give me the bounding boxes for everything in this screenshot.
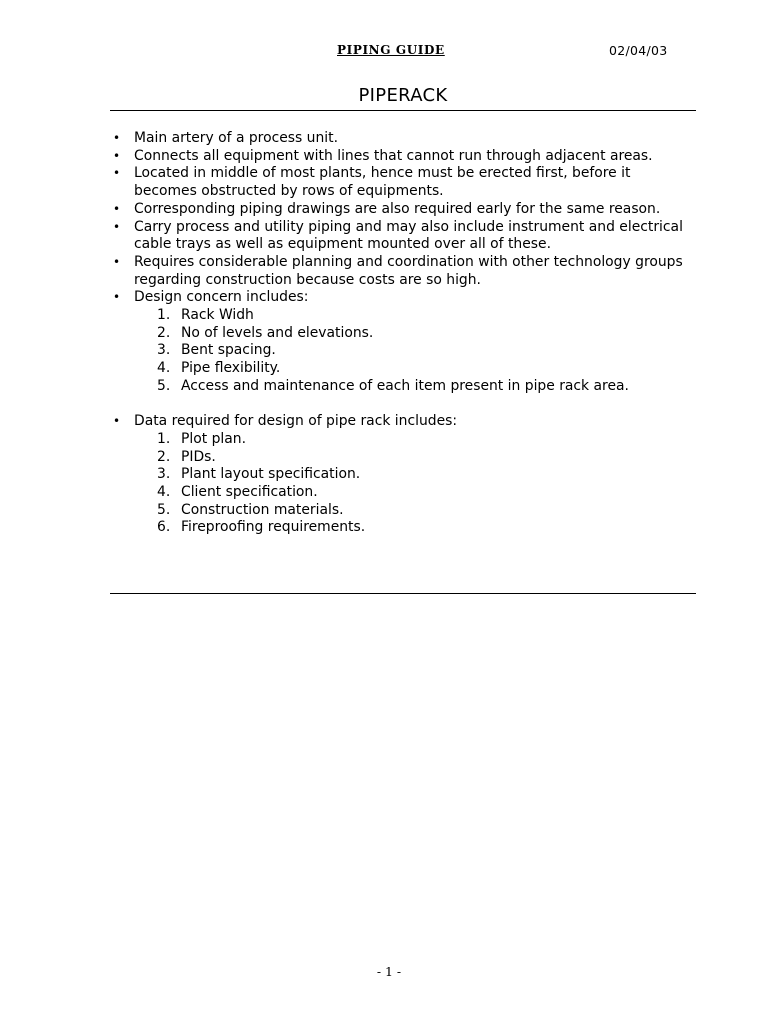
design-concern-label: Design concern includes: <box>134 289 309 306</box>
list-number: 2. <box>157 324 171 341</box>
data-required-label: Data required for design of pipe rack includes: <box>134 413 458 430</box>
list-number: 4. <box>157 360 171 377</box>
list-item-text: Access and maintenance of each item present in pipe rack area. <box>181 377 629 394</box>
content-divider <box>110 593 696 594</box>
document-header-title: PIPING GUIDE <box>337 43 445 57</box>
numbered-list-item <box>157 502 696 520</box>
data-required-list <box>110 431 696 537</box>
list-number: 2. <box>157 448 171 465</box>
bullet-symbol: • <box>113 201 121 216</box>
bullet-item <box>110 148 696 166</box>
list-item-text: PIDs. <box>181 448 216 465</box>
bullet-symbol: • <box>113 166 121 181</box>
list-number: 3. <box>157 466 171 483</box>
title-divider <box>110 110 696 111</box>
bullet-item <box>110 201 696 219</box>
page-number: - 1 - <box>376 964 402 979</box>
numbered-list-item <box>157 360 696 378</box>
bullet-symbol: • <box>113 148 121 163</box>
bullet-symbol: • <box>113 414 121 429</box>
design-concern-list <box>110 307 696 396</box>
bullet-text: Located in middle of most plants, hence must be erected first, before it becomes obstructed by rows of equipments. <box>134 165 631 200</box>
bullet-item-design-concern <box>110 289 696 307</box>
list-item-text: Bent spacing. <box>181 342 276 359</box>
bullet-item <box>110 254 696 289</box>
list-number: 6. <box>157 519 171 536</box>
list-item-text: Plant layout specification. <box>181 466 361 483</box>
list-item-text: Fireproofing requirements. <box>181 519 366 536</box>
bullet-symbol: • <box>113 254 121 269</box>
bullet-list <box>110 130 696 289</box>
page-title: PIPERACK <box>358 85 448 106</box>
numbered-list-item <box>157 449 696 467</box>
list-number: 4. <box>157 484 171 501</box>
list-number: 5. <box>157 377 171 394</box>
list-item-text: Plot plan. <box>181 430 247 447</box>
numbered-list-item <box>157 342 696 360</box>
list-number: 5. <box>157 501 171 518</box>
list-number: 1. <box>157 307 171 324</box>
document-date: 02/04/03 <box>609 43 668 58</box>
numbered-list-item <box>157 484 696 502</box>
bullet-text: Requires considerable planning and coordination with other technology groups regarding construction because costs are so high. <box>134 253 683 288</box>
bullet-item <box>110 165 696 200</box>
bullet-symbol: • <box>113 290 121 305</box>
list-number: 1. <box>157 430 171 447</box>
numbered-list-item <box>157 307 696 325</box>
numbered-list-item <box>157 519 696 537</box>
page-content <box>110 130 696 537</box>
bullet-text: Main artery of a process unit. <box>134 130 338 146</box>
list-item-text: Pipe flexibility. <box>181 360 281 377</box>
bullet-symbol: • <box>113 219 121 234</box>
list-item-text: Client specification. <box>181 484 318 501</box>
numbered-list-item <box>157 466 696 484</box>
numbered-list-item <box>157 378 696 396</box>
bullet-text: Connects all equipment with lines that cannot run through adjacent areas. <box>134 147 653 164</box>
bullet-symbol: • <box>113 131 121 145</box>
bullet-item <box>110 219 696 254</box>
list-item-text: No of levels and elevations. <box>181 324 374 341</box>
spacer <box>110 396 696 414</box>
bullet-text: Carry process and utility piping and may also include instrument and electrical cable trays as well as equipment mounted over all of these. <box>134 218 683 253</box>
list-number: 3. <box>157 342 171 359</box>
bullet-item <box>110 130 696 148</box>
list-item-text: Construction materials. <box>181 501 344 518</box>
list-item-text: Rack Widh <box>181 307 254 324</box>
bullet-text: Corresponding piping drawings are also required early for the same reason. <box>134 200 661 217</box>
bullet-item-data-required <box>110 413 696 431</box>
numbered-list-item <box>157 431 696 449</box>
numbered-list-item <box>157 325 696 343</box>
